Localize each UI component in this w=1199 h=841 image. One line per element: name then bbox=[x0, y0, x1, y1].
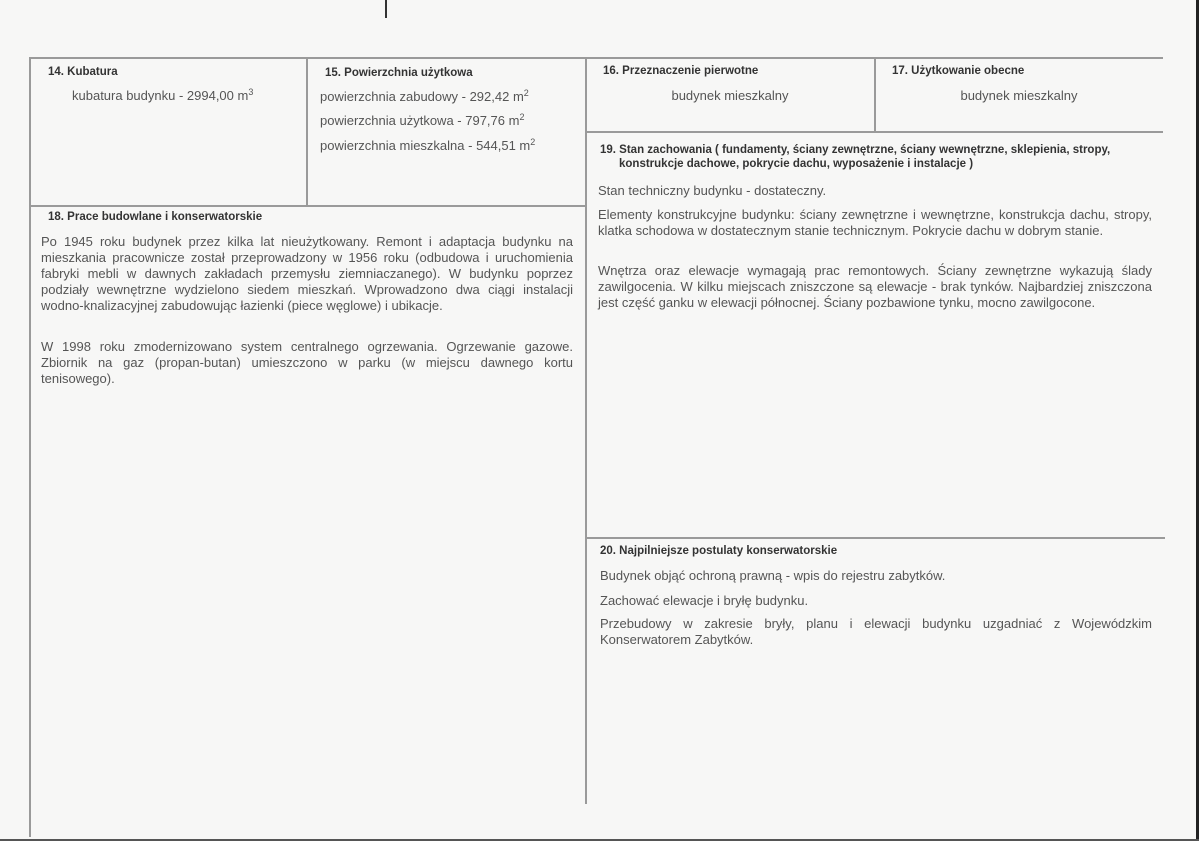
powierzchnia-uzytkowa-exponent: 2 bbox=[519, 112, 525, 122]
kubatura-unit-exponent: 3 bbox=[248, 87, 254, 97]
powierzchnia-zabudowy-text: powierzchnia zabudowy - 292,42 m bbox=[320, 89, 524, 104]
section-19-heading-line-1: 19. Stan zachowania ( fundamenty, ściany zewnętrzne, ściany wewnętrzne, sklepienia, stropy, bbox=[600, 144, 1111, 156]
divider-18-top bbox=[30, 205, 586, 207]
section-14-heading: 14. Kubatura bbox=[48, 66, 118, 78]
section-20-paragraph-2: Zachować elewacje i bryłę budynku. bbox=[600, 593, 809, 608]
section-17-heading: 17. Użytkowanie obecne bbox=[892, 65, 1025, 77]
section-19-heading-line-2: konstrukcje dachowe, pokrycie dachu, wyposażenie i instalacje ) bbox=[619, 158, 974, 170]
left-border bbox=[29, 57, 31, 837]
divider-20-top bbox=[586, 537, 1165, 539]
section-19-paragraph-1: Stan techniczny budynku - dostateczny. bbox=[598, 183, 827, 198]
section-14-value bbox=[72, 88, 253, 103]
section-15-line-3 bbox=[320, 138, 535, 153]
section-18-paragraph-2: W 1998 roku zmodernizowano system centralnego ogrzewania. Ogrzewanie gazowe. Zbiornik na gaz (propan-butan) umieszczono w parku (w miejscu dawnego kortu tenisowego). bbox=[41, 339, 573, 386]
section-16-heading: 16. Przeznaczenie pierwotne bbox=[603, 65, 759, 77]
powierzchnia-mieszkalna-exponent: 2 bbox=[530, 137, 536, 147]
divider-19-top bbox=[586, 131, 1163, 133]
top-border bbox=[30, 57, 1163, 59]
top-tick-mark bbox=[385, 0, 387, 18]
section-17-value: budynek mieszkalny bbox=[960, 88, 1078, 103]
section-16-value: budynek mieszkalny bbox=[671, 88, 789, 103]
section-20-heading: 20. Najpilniejsze postulaty konserwatorskie bbox=[600, 545, 838, 557]
section-20-paragraph-1: Budynek objąć ochroną prawną - wpis do rejestru zabytków. bbox=[600, 568, 946, 583]
powierzchnia-zabudowy-exponent: 2 bbox=[523, 88, 529, 98]
powierzchnia-mieszkalna-text: powierzchnia mieszkalna - 544,51 m bbox=[320, 138, 531, 153]
section-19-paragraph-2: Elementy konstrukcyjne budynku: ściany zewnętrzne i wewnętrzne, konstrukcja dachu, stropy, klatka schodowa w dostatecznym stanie technicznym. Pokrycie dachu w dobrym stanie. bbox=[598, 207, 1152, 238]
divider-14-15 bbox=[306, 58, 308, 207]
powierzchnia-uzytkowa-text: powierzchnia użytkowa - 797,76 m bbox=[320, 113, 520, 128]
section-19-paragraph-3: Wnętrza oraz elewacje wymagają prac remontowych. Ściany zewnętrzne wykazują ślady zawilgocenia. W kilku miejscach zniszczone są elewacje - brak tynków. Najbardziej zniszczona jest część ganku w elewacji północnej. Ściany pozbawione tynku, mocno zawilgocone. bbox=[598, 263, 1152, 310]
section-15-heading: 15. Powierzchnia użytkowa bbox=[325, 67, 473, 79]
section-15-line-1 bbox=[320, 89, 529, 104]
section-18-paragraph-1: Po 1945 roku budynek przez kilka lat nieużytkowany. Remont i adaptacja budynku na mieszkania pracownicze został przeprowadzony w 1956 roku (odbudowa i uruchomienia fabryki mebli w dawnych zakładach przemysłu ziemniaczanego). W budynku poprzez podziały wewnętrzne wydzielono siedem mieszkań. Wprowadzono dwa ciągi instalacji wodno-knalizacyjnej zabudowując łazienki (piece węglowe) i ubikacje. bbox=[41, 234, 573, 313]
section-18-heading: 18. Prace budowlane i konserwatorskie bbox=[48, 211, 263, 223]
section-15-line-2 bbox=[320, 113, 524, 128]
center-divider bbox=[585, 58, 587, 804]
kubatura-text: kubatura budynku - 2994,00 m bbox=[72, 88, 249, 103]
section-20-paragraph-3: Przebudowy w zakresie bryły, planu i elewacji budynku uzgadniać z Wojewódzkim Konserwatorem Zabytków. bbox=[600, 616, 1152, 647]
